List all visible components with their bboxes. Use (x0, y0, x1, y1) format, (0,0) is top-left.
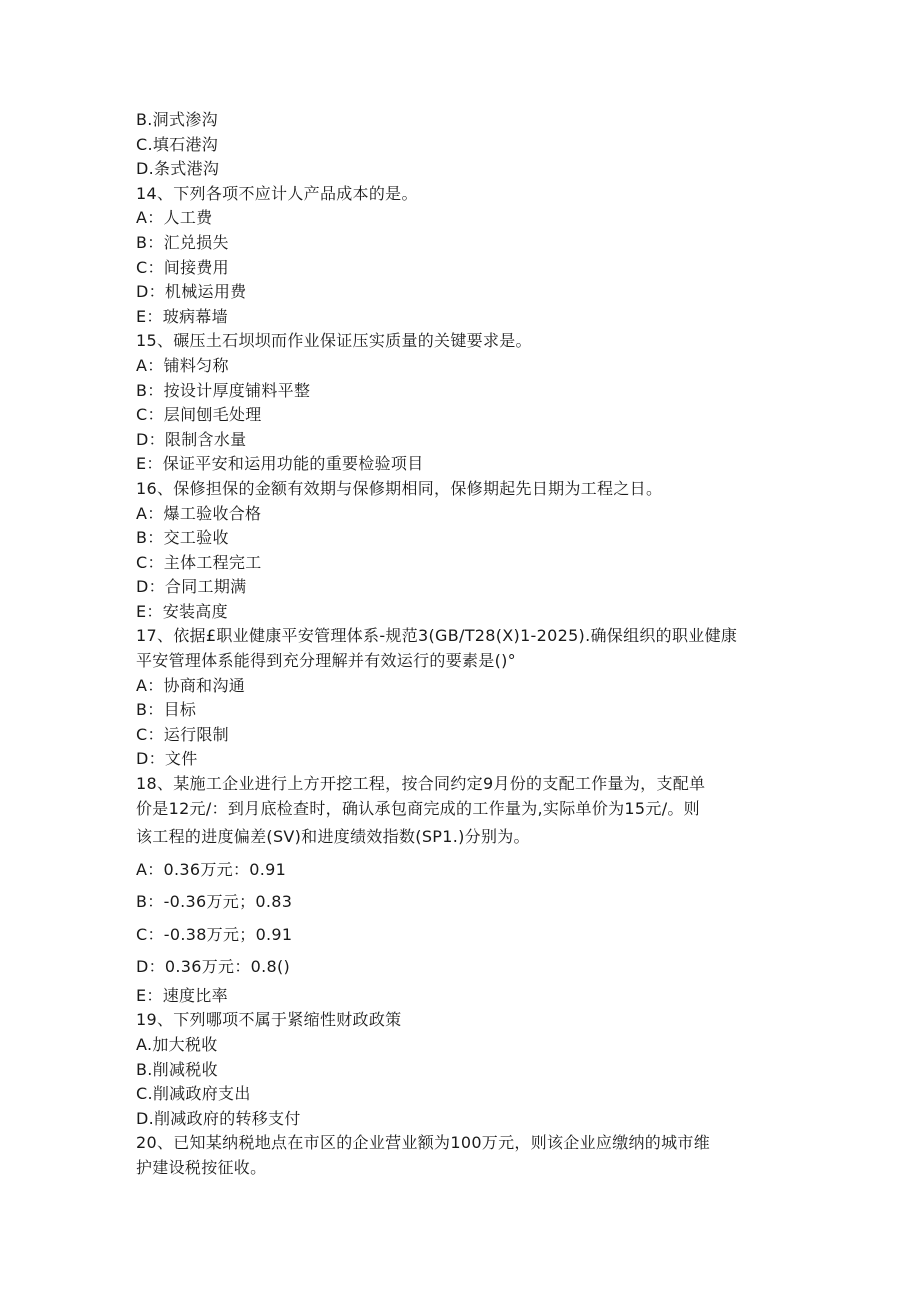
option-line: C：层间刨毛处理 (136, 405, 262, 425)
text-line: C.填石港沟 (136, 134, 219, 154)
option-line: B：-0.36万元；0.83 (136, 892, 293, 912)
option-line: D：限制含水量 (136, 429, 247, 449)
question-17-cont: 平安管理体系能得到充分理解并有效运行的要素是()° (136, 651, 516, 671)
option-line: B：按设计厚度铺料平整 (136, 380, 311, 400)
option-line: E：玻病幕墙 (136, 306, 228, 326)
question-20-cont: 护建设税按征收。 (136, 1157, 267, 1177)
question-16: 16、保修担保的金额有效期与保修期相同，保修期起先日期为工程之日。 (136, 478, 663, 498)
document-body (136, 108, 786, 1180)
text-line: D.条式港沟 (136, 159, 220, 179)
option-line: B.削减税收 (136, 1059, 218, 1079)
option-line: A：铺料匀称 (136, 355, 229, 375)
option-line: C：运行限制 (136, 724, 229, 744)
option-line: D：文件 (136, 749, 198, 769)
question-19: 19、下列哪项不属于紧缩性财政政策 (136, 1010, 402, 1030)
option-line: D：0.36万元：0.8() (136, 957, 291, 977)
question-14: 14、下列各项不应计人产品成本的是。 (136, 183, 418, 203)
option-line: E：安装高度 (136, 601, 228, 621)
question-18: 18、某施工企业进行上方开挖工程，按合同约定9月份的支配工作量为，支配单 (136, 774, 706, 794)
option-line: A：协商和沟通 (136, 675, 246, 695)
option-line: C：-0.38万元；0.91 (136, 924, 293, 944)
option-line: C.削减政府支出 (136, 1084, 251, 1104)
option-line: A.加大税收 (136, 1034, 218, 1054)
option-line: B：汇兑损失 (136, 232, 229, 252)
option-line: D：机械运用费 (136, 282, 247, 302)
option-line: B：目标 (136, 700, 197, 720)
option-line: C：间接费用 (136, 257, 229, 277)
question-18-cont: 价是12元/：到月底检查时，确认承包商完成的工作量为,实际单价为15元/。则 (136, 798, 700, 818)
option-line: A：0.36万元：0.91 (136, 859, 287, 879)
question-20: 20、已知某纳税地点在市区的企业营业额为100万元，则该企业应缴纳的城市维 (136, 1133, 710, 1153)
option-line: C：主体工程完工 (136, 552, 262, 572)
option-line: D：合同工期满 (136, 577, 247, 597)
option-line: A：人工费 (136, 208, 213, 228)
option-line: E：保证平安和运用功能的重要检验项目 (136, 454, 424, 474)
option-line: A：爆工验收合格 (136, 503, 262, 523)
option-line: B：交工验收 (136, 528, 229, 548)
option-line: E：速度比率 (136, 985, 228, 1005)
question-15: 15、碾压土石坝坝而作业保证压实质量的关键要求是。 (136, 331, 532, 351)
question-18-cont: 该工程的进度偏差(SV)和进度绩效指数(SP1.)分别为。 (136, 827, 530, 847)
text-line: B.洞式渗沟 (136, 110, 218, 129)
option-line: D.削减政府的转移支付 (136, 1108, 301, 1128)
question-17: 17、依据£职业健康平安管理体系-规范3(GB/T28(X)1-2025).确保组织的职业健康 (136, 626, 738, 646)
